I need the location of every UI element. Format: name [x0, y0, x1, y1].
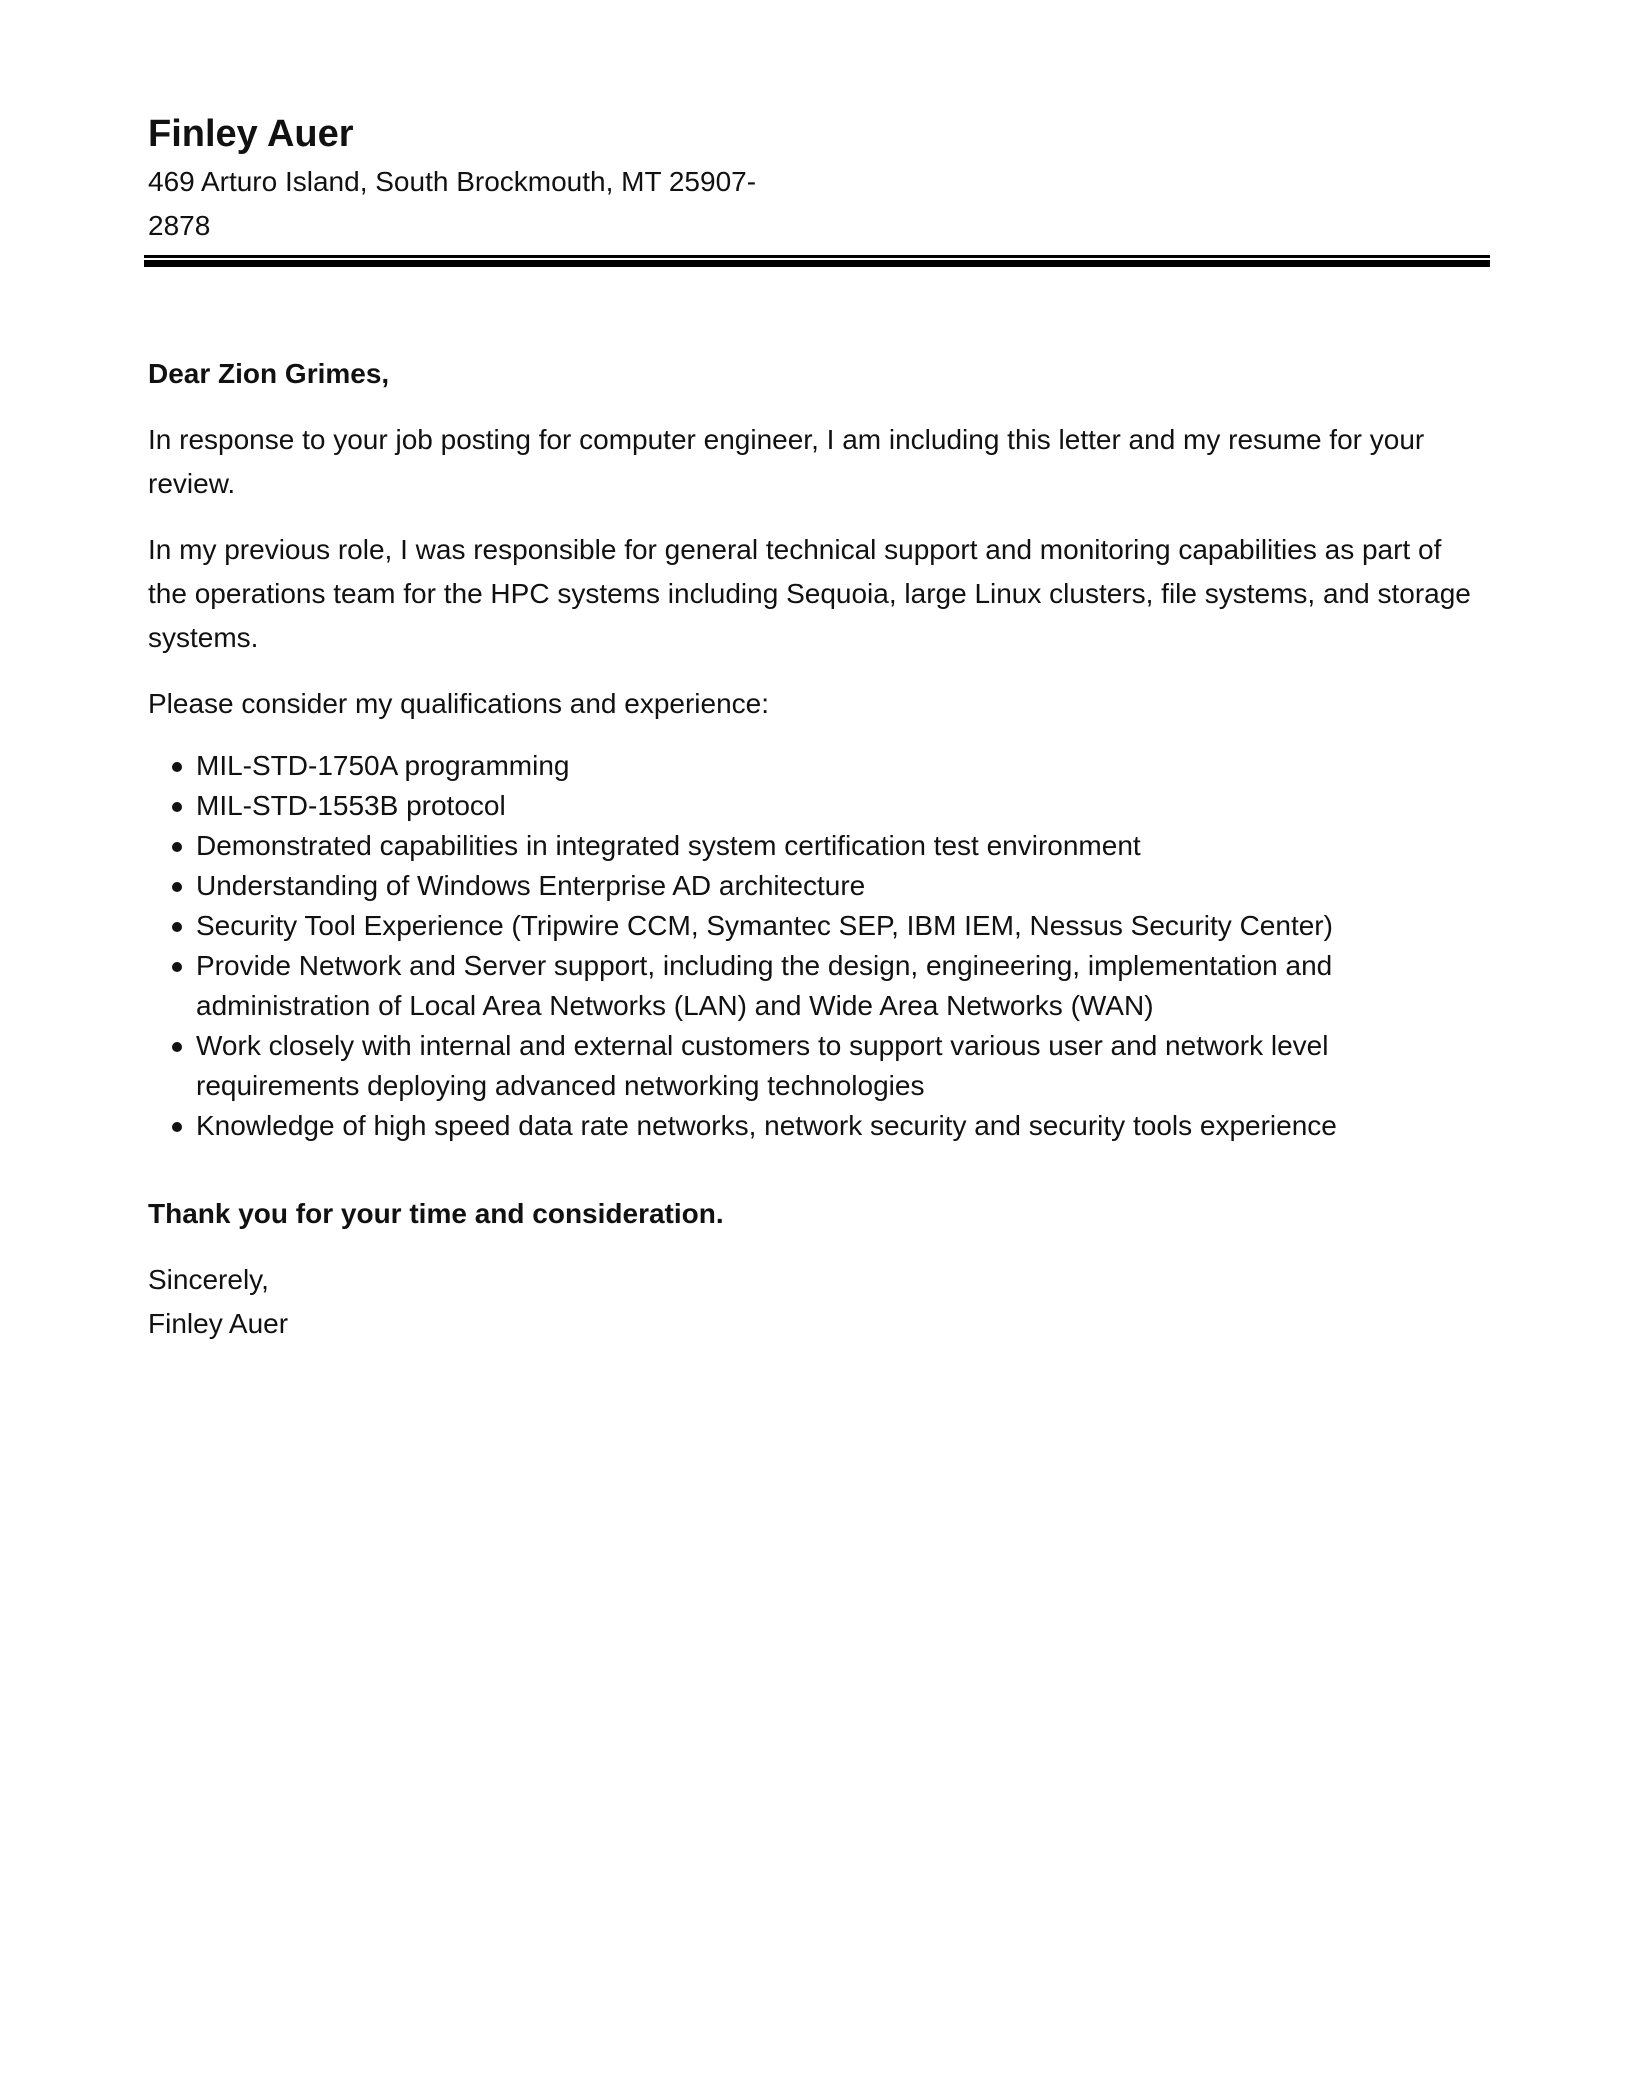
list-item-text: Demonstrated capabilities in integrated system certification test environment — [196, 830, 1141, 861]
header-divider-thin-line — [144, 255, 1490, 258]
list-item — [148, 746, 1488, 786]
bullet-icon — [172, 1042, 182, 1052]
bullet-icon — [172, 882, 182, 892]
paragraph-intro: In response to your job posting for computer engineer, I am including this letter and my resume for your review. — [148, 424, 1425, 499]
list-item — [148, 826, 1488, 866]
header-divider — [144, 255, 1490, 266]
sender-address: 469 Arturo Island, South Brockmouth, MT 25907-2878 — [148, 166, 757, 241]
bullet-icon — [172, 842, 182, 852]
bullet-icon — [172, 762, 182, 772]
list-item — [148, 906, 1488, 946]
list-item-text: Understanding of Windows Enterprise AD architecture — [196, 870, 866, 901]
list-item — [148, 946, 1488, 1026]
list-item — [148, 866, 1488, 906]
list-item-text: Knowledge of high speed data rate networks, network security and security tools experience — [196, 1110, 1337, 1141]
sender-name: Finley Auer — [148, 113, 354, 155]
list-item — [148, 786, 1488, 826]
paragraph-qualifications-lead: Please consider my qualifications and experience: — [148, 688, 770, 719]
list-item-text: MIL-STD-1553B protocol — [196, 790, 506, 821]
header-divider-thick-line — [144, 260, 1490, 267]
list-item-text: Provide Network and Server support, including the design, engineering, implementation and administration of Local Area Networks (LAN) and Wide Area Networks (WAN) — [196, 950, 1333, 1021]
list-item-text: Work closely with internal and external customers to support various user and network level requirements deploying advanced networking technologies — [196, 1030, 1329, 1101]
qualifications-list — [148, 746, 1488, 1146]
paragraph-previous-role: In my previous role, I was responsible for general technical support and monitoring capabilities as part of the operations team for the HPC systems including Sequoia, large Linux clusters, file systems, and storage systems. — [148, 534, 1471, 653]
signoff: Sincerely, — [148, 1264, 269, 1295]
bullet-icon — [172, 802, 182, 812]
list-item — [148, 1106, 1488, 1146]
list-item — [148, 1026, 1488, 1106]
bullet-icon — [172, 962, 182, 972]
list-item-text: MIL-STD-1750A programming — [196, 750, 570, 781]
bullet-icon — [172, 1122, 182, 1132]
list-item-text: Security Tool Experience (Tripwire CCM, Symantec SEP, IBM IEM, Nessus Security Center) — [196, 910, 1333, 941]
closing-statement: Thank you for your time and consideration. — [148, 1198, 724, 1229]
signer-name: Finley Auer — [148, 1308, 289, 1339]
salutation: Dear Zion Grimes, — [148, 358, 390, 389]
bullet-icon — [172, 922, 182, 932]
